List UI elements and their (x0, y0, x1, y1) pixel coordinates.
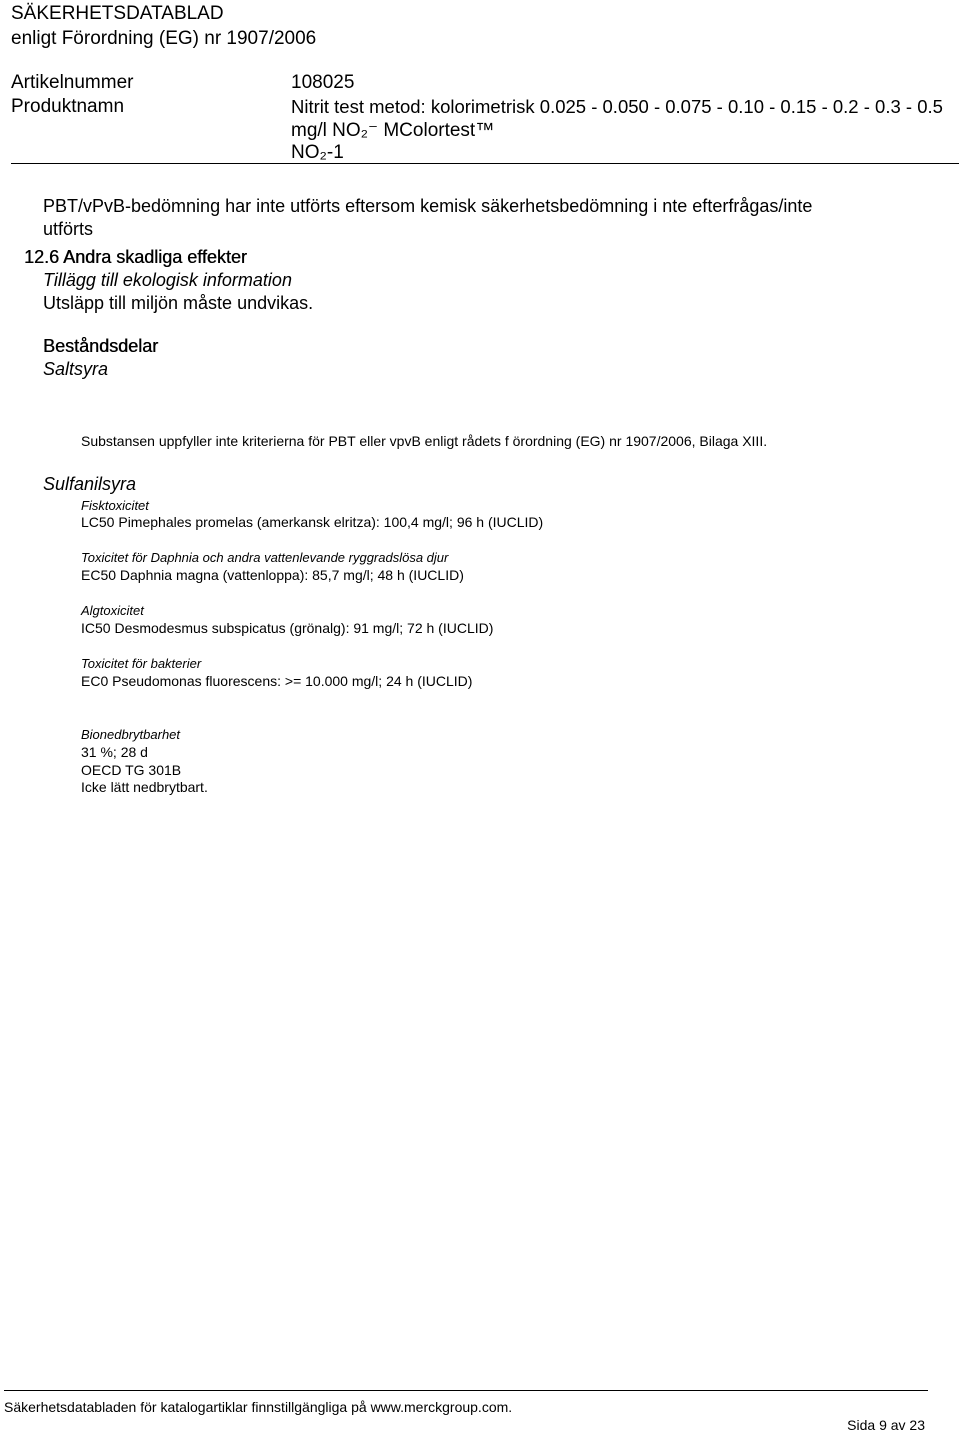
article-number-value: 108025 (291, 72, 355, 93)
bacteria-toxicity-label: Toxicitet för bakterier (81, 656, 202, 671)
substance1-name: Saltsyra (43, 359, 109, 379)
bacteria-toxicity-value: EC0 Pseudomonas fluorescens: >= 10.000 mg/l; 24 h (IUCLID) (81, 673, 473, 689)
page-number: Sida 9 av 23 (847, 1417, 925, 1433)
product-name-line2: mg/l NO₂⁻ MColortest™ (291, 120, 495, 141)
document-title: SÄKERHETSDATABLAD (11, 3, 224, 24)
daphnia-toxicity-label: Toxicitet för Daphnia och andra vattenlevande ryggradslösa djur (81, 550, 449, 565)
ingredients-heading: Beståndsdelar (43, 336, 159, 356)
algae-toxicity-label: Algtoxicitet (81, 603, 144, 618)
article-number-label: Artikelnummer (11, 72, 134, 93)
supplement-label: Tillägg till ekologisk information (43, 270, 292, 290)
product-name-line1: Nitrit test metod: kolorimetrisk 0.025 - 0.050 - 0.075 - 0.10 - 0.15 - 0.2 - 0.3 - 0.5 (291, 96, 943, 117)
daphnia-toxicity-value: EC50 Daphnia magna (vattenloppa): 85,7 mg/l; 48 h (IUCLID) (81, 567, 464, 583)
substance2-name: Sulfanilsyra (43, 474, 137, 494)
biodegradability-value3: Icke lätt nedbrytbart. (81, 779, 208, 795)
footer-divider (4, 1390, 928, 1391)
product-name-label: Produktnamn (11, 96, 125, 117)
biodegradability-value1: 31 %; 28 d (81, 744, 148, 760)
regulation-subtitle: enligt Förordning (EG) nr 1907/2006 (11, 28, 317, 49)
algae-toxicity-value: IC50 Desmodesmus subspicatus (grönalg): 91 mg/l; 72 h (IUCLID) (81, 620, 494, 636)
biodegradability-value2: OECD TG 301B (81, 762, 182, 778)
substance1-pbt-text: Substansen uppfyller inte kriterierna för PBT eller vpvB enligt rådets f örordning (EG) nr 1907/2006, Bilaga XIII. (81, 433, 768, 449)
release-text: Utsläpp till miljön måste undvikas. (43, 293, 314, 313)
section-heading: 12.6 Andra skadliga effekter (24, 247, 247, 267)
pbt-text-line1: PBT/vPvB-bedömning har inte utförts eftersom kemisk säkerhetsbedömning i nte efterfrågas/inte (43, 196, 813, 216)
fish-toxicity-value: LC50 Pimephales promelas (amerkansk elritza): 100,4 mg/l; 96 h (IUCLID) (81, 514, 544, 530)
biodegradability-label: Bionedbrytbarhet (81, 727, 181, 742)
fish-toxicity-label: Fisktoxicitet (81, 498, 149, 513)
header-divider (11, 163, 959, 164)
product-name-line3: NO₂-1 (291, 142, 344, 163)
footer-note: Säkerhetsdatabladen för katalogartiklar finnstillgängliga på www.merckgroup.com. (4, 1399, 513, 1415)
pbt-text-line2: utförts (43, 219, 94, 239)
